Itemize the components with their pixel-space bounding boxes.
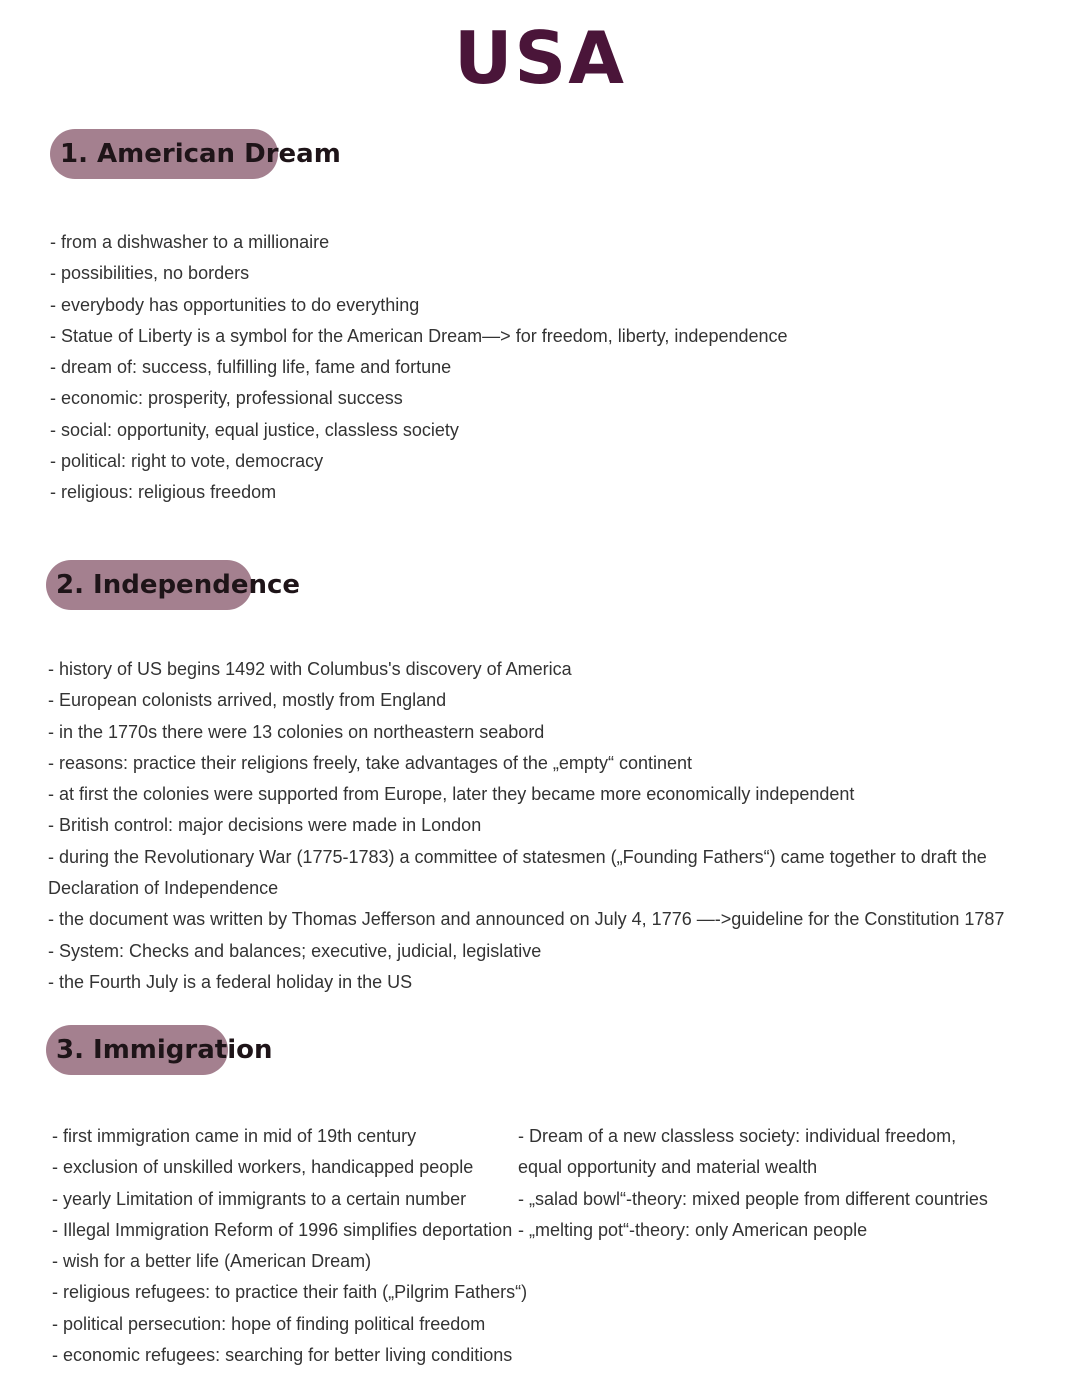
- list-item: - everybody has opportunities to do everything: [50, 294, 420, 315]
- list-item: - reasons: practice their religions freely, take advantages of the „empty“ continent: [48, 752, 692, 773]
- list-item: - European colonists arrived, mostly from England: [48, 690, 447, 711]
- list-item: - System: Checks and balances; executive, judicial, legislative: [48, 940, 542, 961]
- list-item: - „salad bowl“-theory: mixed people from different countries: [518, 1188, 988, 1209]
- immigration-list-right: [518, 1121, 998, 1246]
- list-item: - religious: religious freedom: [50, 482, 277, 503]
- list-item: - political persecution: hope of finding political freedom: [52, 1313, 486, 1334]
- section-heading-american-dream: 1. American Dream: [50, 129, 278, 179]
- list-item: - at first the colonies were supported from Europe, later they became more economically independent: [48, 784, 855, 805]
- list-item: - British control: major decisions were made in London: [48, 815, 482, 836]
- list-item: - first immigration came in mid of 19th century: [52, 1126, 417, 1146]
- list-item: - during the Revolutionary War (1775-1783) a committee of statesmen („Founding Fathers“) came together to draft the Declaration of Independence: [48, 846, 987, 899]
- american-dream-list: [50, 227, 788, 509]
- list-item: - from a dishwasher to a millionaire: [50, 232, 330, 252]
- list-item: - religious refugees: to practice their faith („Pilgrim Fathers“): [52, 1282, 528, 1303]
- list-item: - wish for a better life (American Dream): [52, 1251, 372, 1272]
- list-item: - Dream of a new classless society: individual freedom, equal opportunity and material wealth: [518, 1126, 957, 1178]
- list-item: - the document was written by Thomas Jefferson and announced on July 4, 1776 —->guideline for the Constitution 1787: [48, 909, 1005, 930]
- list-item: - economic refugees: searching for better living conditions: [52, 1345, 513, 1366]
- list-item: - in the 1770s there were 13 colonies on northeastern seabord: [48, 721, 545, 742]
- list-item: - „melting pot“-theory: only American people: [518, 1219, 868, 1240]
- list-item: - history of US begins 1492 with Columbus's discovery of America: [48, 659, 572, 679]
- list-item: - Statue of Liberty is a symbol for the American Dream—> for freedom, liberty, independence: [50, 325, 788, 346]
- list-item: - yearly Limitation of immigrants to a certain number: [52, 1188, 467, 1209]
- section-heading-immigration: 3. Immigration: [46, 1025, 228, 1075]
- list-item: - possibilities, no borders: [50, 263, 250, 284]
- page-title: USA: [453, 16, 627, 100]
- list-item: - dream of: success, fulfilling life, fame and fortune: [50, 357, 452, 378]
- list-item: - social: opportunity, equal justice, classless society: [50, 419, 459, 440]
- list-item: - political: right to vote, democracy: [50, 451, 324, 472]
- section-heading-independence: 2. Independence: [46, 560, 252, 610]
- list-item: - exclusion of unskilled workers, handicapped people: [52, 1157, 474, 1178]
- independence-list: [48, 654, 1038, 998]
- list-item: - economic: prosperity, professional success: [50, 388, 403, 409]
- list-item: - Illegal Immigration Reform of 1996 simplifies deportation: [52, 1219, 513, 1240]
- list-item: - the Fourth July is a federal holiday in the US: [48, 971, 413, 992]
- immigration-list-left: [52, 1121, 527, 1371]
